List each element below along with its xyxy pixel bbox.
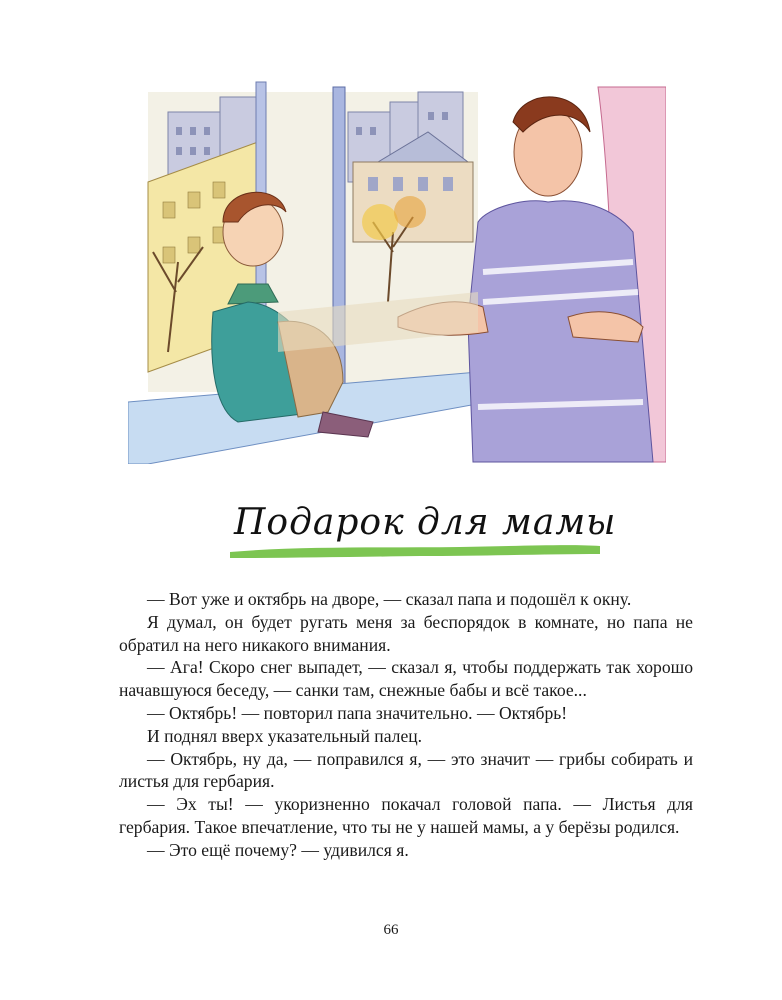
paragraph: Я думал, он будет ругать меня за беспорядок в комнате, но папа не обратил на него никакого внимания. — [119, 611, 693, 655]
paragraph: — Ага! Скоро снег выпадет, — сказал я, чтобы поддержать так хорошо начавшуюся беседу, — санки там, снежные бабы и всё такое... — [119, 657, 693, 701]
chapter-title-block — [220, 496, 617, 566]
paragraph: — Октябрь! — повторил папа значительно. — Октябрь! — [147, 702, 568, 723]
paragraph: — Эх ты! — укоризненно покачал головой папа. — Листья для гербария. Такое впечатление, что ты не у нашей мамы, а у берёзы родился. — [119, 794, 693, 837]
paragraph: — Октябрь, ну да, — поправился я, — это значит — грибы собирать и листья для гербария. — [119, 748, 693, 792]
paragraph: — Это ещё почему? — удивился я. — [147, 839, 409, 860]
chapter-title: Подарок для мамы — [234, 502, 617, 543]
paragraph: — Вот уже и октябрь на дворе, — сказал папа и подошёл к окну. — [147, 589, 632, 609]
page-number: 66 — [383, 922, 399, 938]
paragraph: И поднял вверх указательный палец. — [147, 725, 423, 746]
story-text — [119, 588, 693, 862]
illustration — [128, 72, 666, 464]
